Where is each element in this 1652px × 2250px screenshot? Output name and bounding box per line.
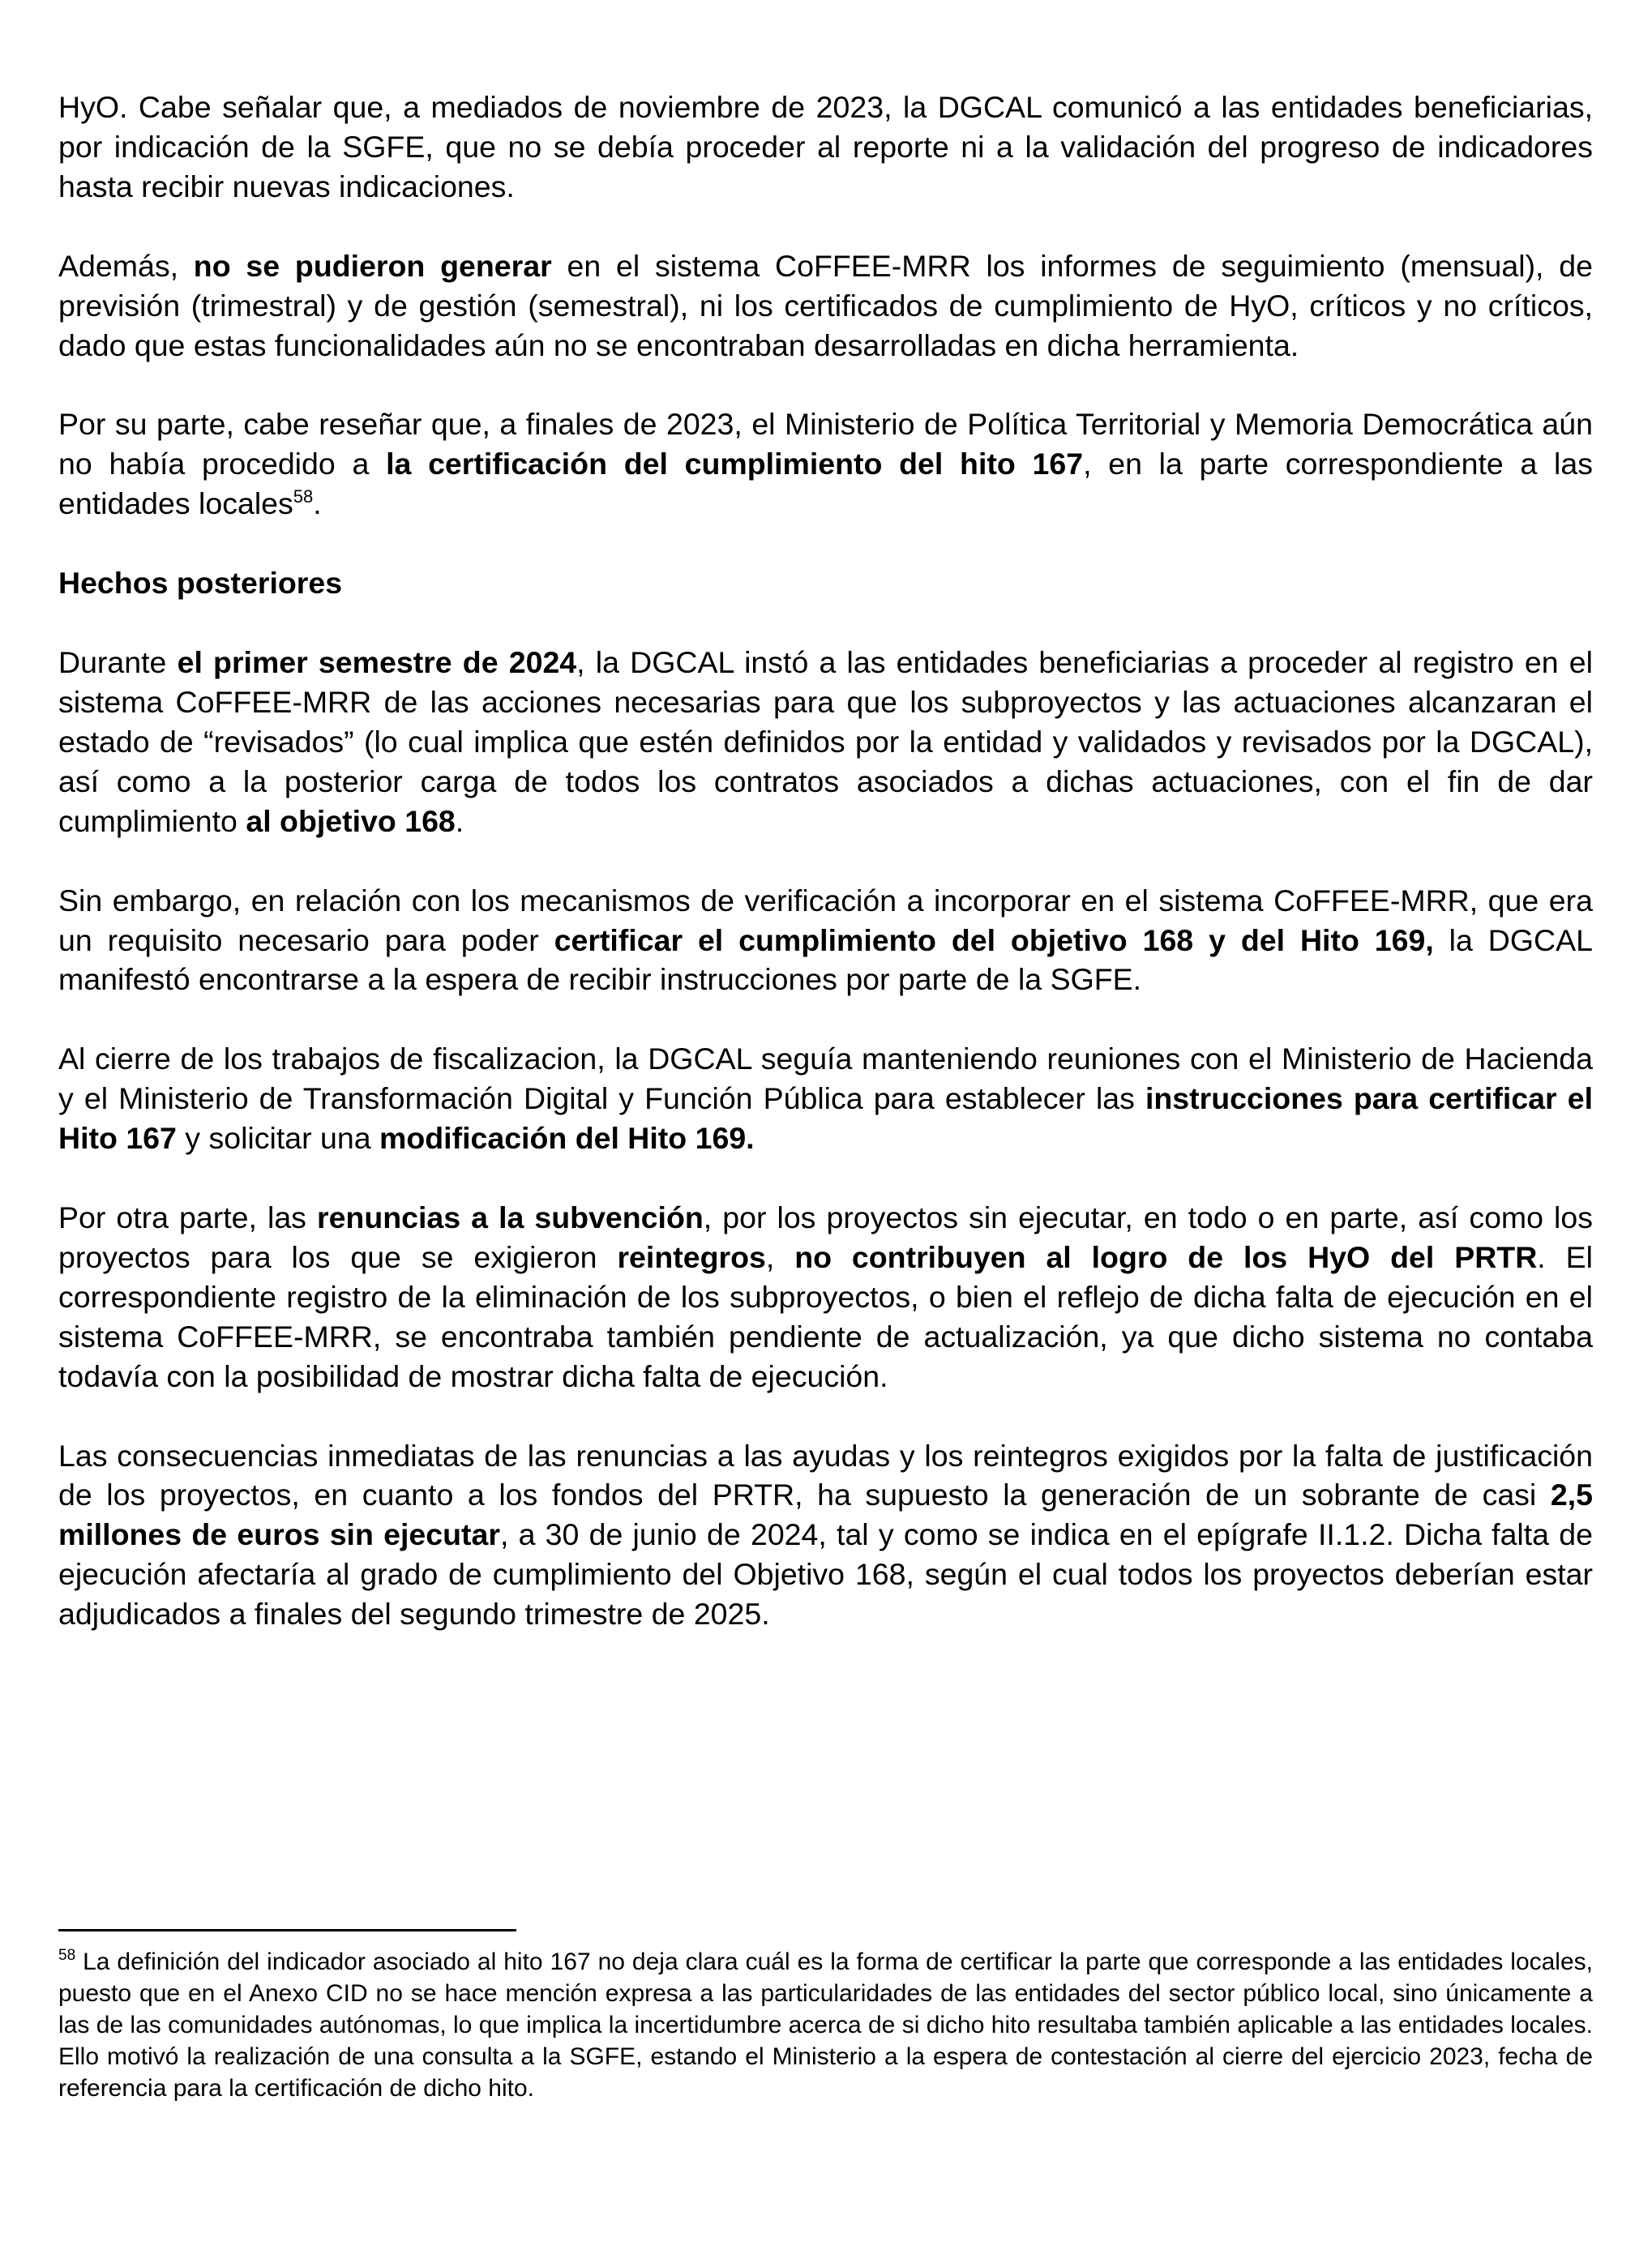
bold-text-segment: no se pudieron generar xyxy=(193,248,552,283)
text-segment: Al cierre de los trabajos de fiscalizacion, la DGCAL seguía manteniendo reuniones con el Ministerio de Hacienda y el Ministerio de Transformación Digital y Función Pública para establecer las xyxy=(58,1042,1593,1116)
text-segment: . El correspondiente registro de la eliminación de los subproyectos, o bien el reflejo de dicha falta de ejecución en el sistema CoFFEE-MRR, se encontraba también pendiente de actualización, ya que dicho sistema no contaba todavía con la posibilidad de mostrar dicha falta de ejecución. xyxy=(58,1239,1593,1393)
paragraph-coffee-reports xyxy=(58,246,1593,366)
bold-text-segment: al objetivo 168 xyxy=(246,803,456,838)
paragraph-hyo-indicators xyxy=(58,88,1593,207)
text-segment: , xyxy=(765,1239,795,1274)
bold-text-segment: reintegros xyxy=(617,1239,766,1274)
text-segment: Las consecuencias inmediatas de las renuncias a las ayudas y los reintegros exigidos por la falta de justificación de los proyectos, en cuanto a los fondos del PRTR, ha supuesto la generación de un sobrante de casi xyxy=(58,1438,1593,1512)
section-heading-hechos-posteriores: Hechos posteriores xyxy=(58,566,343,601)
text-segment: Por su parte, cabe reseñar que, a finales de 2023, el Ministerio de Política Territorial y Memoria Democrática aún no había procedido a xyxy=(58,407,1593,481)
text-segment: , a 30 de junio de 2024, tal y como se indica en el epígrafe II.1.2. Dicha falta de ejecución afectaría al grado de cumplimiento del Objetivo 168, según el cual todos los proyectos deberían estar adjudicados a finales del segundo trimestre de 2025. xyxy=(58,1517,1593,1632)
text-segment: , la DGCAL instó a las entidades beneficiarias a proceder al registro en el sistema CoFFEE-MRR de las acciones necesarias para que los subproyectos y las actuaciones alcanzaran el estado de “revisados” (lo cual implica que estén definidos por la entidad y validados y revisados por la DGCAL), así como a la posterior carga de todos los contratos asociados a dichas actuaciones, con el fin de dar cumplimiento xyxy=(58,645,1593,838)
text-segment: . xyxy=(313,486,322,521)
text-segment: Además, xyxy=(58,248,194,283)
text-segment: , por los proyectos sin ejecutar, en todo o en parte, así como los proyectos para los que se exigieron xyxy=(58,1200,1593,1274)
bold-text-segment: modificación del Hito 169. xyxy=(379,1121,755,1156)
paragraph-audit-closing-meetings xyxy=(58,1039,1593,1158)
paragraph-subsidy-renunciations xyxy=(58,1198,1593,1397)
footnotes xyxy=(58,1929,1593,2104)
paragraph-immediate-consequences xyxy=(58,1436,1593,1635)
footnote-separator xyxy=(58,1929,516,1931)
footnote-reference-58[interactable]: 58 xyxy=(293,486,314,507)
bold-text-segment: instrucciones para certificar el Hito 167 xyxy=(58,1081,1593,1156)
text-segment: y solicitar una xyxy=(176,1121,379,1156)
bold-text-segment: 2,5 millones de euros sin ejecutar xyxy=(58,1478,1593,1552)
text-segment: , en la parte correspondiente a las entidades locales xyxy=(58,447,1593,521)
text-segment: . xyxy=(455,803,464,838)
footnote-58 xyxy=(58,1946,1593,2104)
bold-text-segment: no contribuyen al logro de los HyO del PRTR xyxy=(794,1239,1538,1274)
text-segment: Durante xyxy=(58,645,178,680)
text-segment: en el sistema CoFFEE-MRR los informes de seguimiento (mensual), de previsión (trimestral) y de gestión (semestral), ni los certificados de cumplimiento de HyO, críticos y no críticos, dado que estas funcionalidades aún no se encontraban desarrolladas en dicha herramienta. xyxy=(58,248,1593,362)
text-segment: la DGCAL manifestó encontrarse a la espera de recibir instrucciones por parte de la SGFE. xyxy=(58,922,1593,997)
bold-text-segment: el primer semestre de 2024 xyxy=(177,645,577,680)
bold-text-segment: renuncias a la subvención xyxy=(316,1200,704,1235)
bold-text-segment: certificar el cumplimiento del objetivo 168 y del Hito 169, xyxy=(554,922,1434,957)
footnote-number: 58 xyxy=(58,1947,76,1964)
paragraph-first-semester-2024 xyxy=(58,643,1593,841)
document-body xyxy=(58,88,1593,1674)
footnote-text: La definición del indicador asociado al hito 167 no deja clara cuál es la forma de certificar la parte que corresponde a las entidades locales, puesto que en el Anexo CID no se hace mención expresa a las particularidades de las entidades del sector público local, sino únicamente a las de las comunidades autónomas, lo que implica la incertidumbre acerca de si dicho hito resultaba también aplicable a las entidades locales. Ello motivó la realización de una consulta a la SGFE, estando el Ministerio a la espera de contestación al cierre del ejercicio 2023, fecha de referencia para la certificación de dicho hito. xyxy=(58,1948,1593,2102)
paragraph-verification-mechanisms xyxy=(58,881,1593,1000)
bold-text-segment: la certificación del cumplimiento del hito 167 xyxy=(386,447,1084,481)
text-segment: Por otra parte, las xyxy=(58,1200,317,1235)
text-segment: Sin embargo, en relación con los mecanismos de verificación a incorporar en el sistema CoFFEE-MRR, que era un requisito necesario para poder xyxy=(58,883,1593,957)
paragraph-hito-167-certification xyxy=(58,404,1593,524)
text-segment: HyO. Cabe señalar que, a mediados de noviembre de 2023, la DGCAL comunicó a las entidades beneficiarias, por indicación de la SGFE, que no se debía proceder al reporte ni a la validación del progreso de indicadores hasta recibir nuevas indicaciones. xyxy=(58,90,1593,203)
